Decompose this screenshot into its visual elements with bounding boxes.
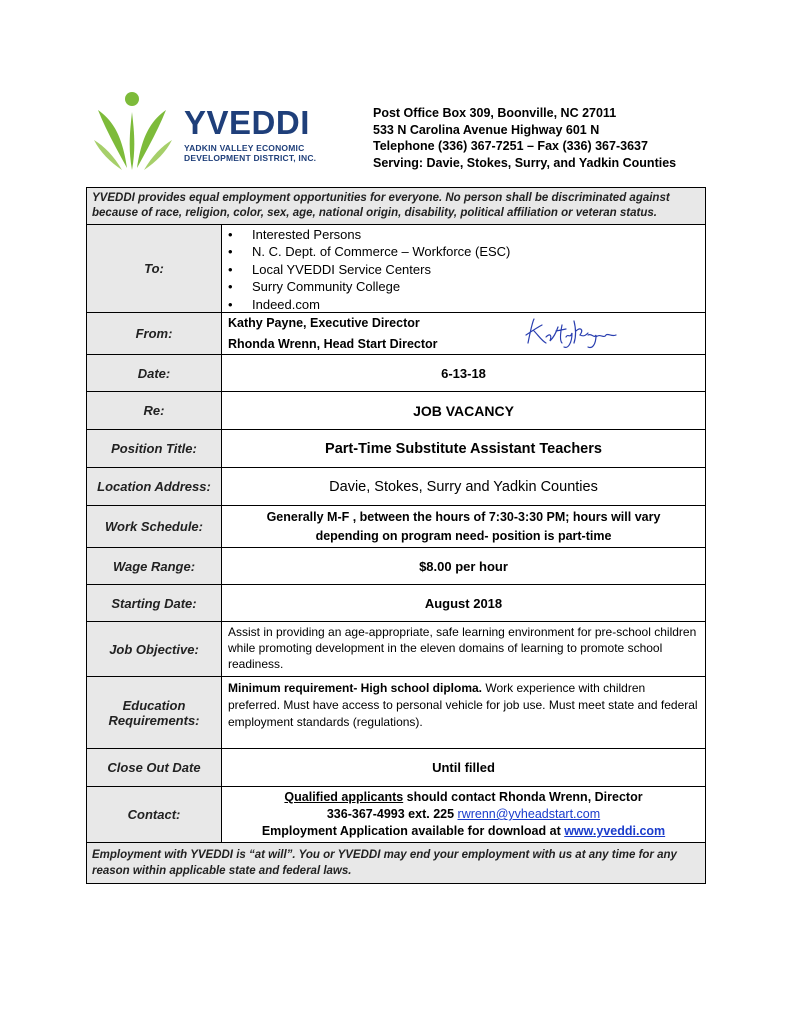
schedule-line-2: depending on program need- position is part-time [315,528,612,543]
logo-subtitle-line2: DEVELOPMENT DISTRICT, INC. [184,153,317,163]
eeo-notice: YVEDDI provides equal employment opportunities for everyone. No person shall be discriminated against because of race, religion, color, sex, age, national origin, disability, political affiliation or veteran status. [87,188,705,224]
row-schedule [87,505,705,547]
label-wage: Wage Range: [87,548,222,584]
list-item: • N. C. Dept. of Commerce – Workforce (ESC) [228,243,705,260]
value-date: 6-13-18 [441,365,486,381]
row-re [87,391,705,429]
label-to: To: [87,225,222,312]
application-text: Employment Application available for download at [261,824,565,838]
label-schedule: Work Schedule: [87,506,222,547]
value-position: Part-Time Substitute Assistant Teachers [325,440,602,457]
email-link[interactable]: rwrenn@yvheadstart.com [457,807,601,821]
contact-line-2 [222,806,705,823]
row-objective [87,621,705,676]
value-to [222,225,705,312]
letterhead [94,88,704,178]
list-item: • Local YVEDDI Service Centers [228,261,705,278]
from-lines [222,313,705,355]
yveddi-logo [94,88,329,174]
contact-name: should contact Rhonda Wrenn, Director [403,790,643,804]
recipient-list [222,225,705,313]
logo-subtitle-line1: YADKIN VALLEY ECONOMIC [184,143,305,153]
label-closeout: Close Out Date [87,749,222,786]
value-closeout: Until filled [432,760,495,775]
value-contact [222,787,705,842]
label-starting-date: Starting Date: [87,585,222,621]
at-will-notice: Employment with YVEDDI is “at will”. You or YVEDDI may end your employment with us at any time for any reason within applicable state and federal laws. [87,842,705,883]
qualified-applicants: Qualified applicants [284,790,404,804]
phone-line: Telephone (336) 367-7251 – Fax (336) 367-3637 [373,139,648,153]
signature [522,315,622,351]
value-schedule [222,506,705,547]
contact-line-3 [222,823,705,840]
value-education [222,677,705,748]
service-area-line: Serving: Davie, Stokes, Surry, and Yadkin Counties [373,155,677,170]
education-details: Work experience with children preferred. Must have access to personal vehicle for job use. Must meet state and federal employment standards (regulations). [228,681,698,729]
label-position: Position Title: [87,430,222,467]
value-wage: $8.00 per hour [419,558,508,574]
row-starting-date [87,584,705,621]
address-line: Post Office Box 309, Boonville, NC 27011 [373,106,617,120]
contact-phone: 336-367-4993 ext. 225 [326,807,458,821]
value-objective: Assist in providing an age-appropriate, safe learning environment for pre-school children while promoting development in the eleven domains of learning to promote school readiness. [228,625,697,671]
address-line: 533 N Carolina Avenue Highway 601 N [373,122,600,137]
value-starting-date: August 2018 [424,595,503,611]
label-date: Date: [87,355,222,391]
education-minimum: Minimum requirement- High school diploma. [228,681,483,695]
value-from [222,313,705,354]
row-location [87,467,705,505]
logo-subtitle [184,143,316,163]
sprout-logo-icon [94,90,182,172]
row-date [87,354,705,391]
row-wage [87,547,705,584]
job-vacancy-form [86,187,706,884]
label-location: Location Address: [87,468,222,505]
value-location: Davie, Stokes, Surry and Yadkin Counties [329,478,598,495]
website-link[interactable]: www.yveddi.com [564,824,666,838]
address-block [373,105,676,171]
row-contact [87,786,705,842]
from-line-1: Kathy Payne, Executive Director [228,316,420,330]
list-item: • Interested Persons [228,226,705,243]
row-position [87,429,705,467]
list-item: • Indeed.com [228,296,705,313]
value-re: JOB VACANCY [413,402,514,419]
row-to [87,224,705,312]
label-contact: Contact: [87,787,222,842]
list-item: • Surry Community College [228,278,705,295]
row-from [87,312,705,354]
schedule-line-1: Generally M-F , between the hours of 7:30-3:30 PM; hours will vary [266,509,661,524]
logo-name: YVEDDI [184,104,310,141]
label-objective: Job Objective: [87,622,222,676]
label-education: Education Requirements: [87,677,222,748]
contact-line-1 [222,789,705,806]
row-education [87,676,705,748]
label-re: Re: [87,392,222,429]
from-line-2: Rhonda Wrenn, Head Start Director [228,337,438,351]
label-from: From: [87,313,222,354]
row-closeout [87,748,705,786]
